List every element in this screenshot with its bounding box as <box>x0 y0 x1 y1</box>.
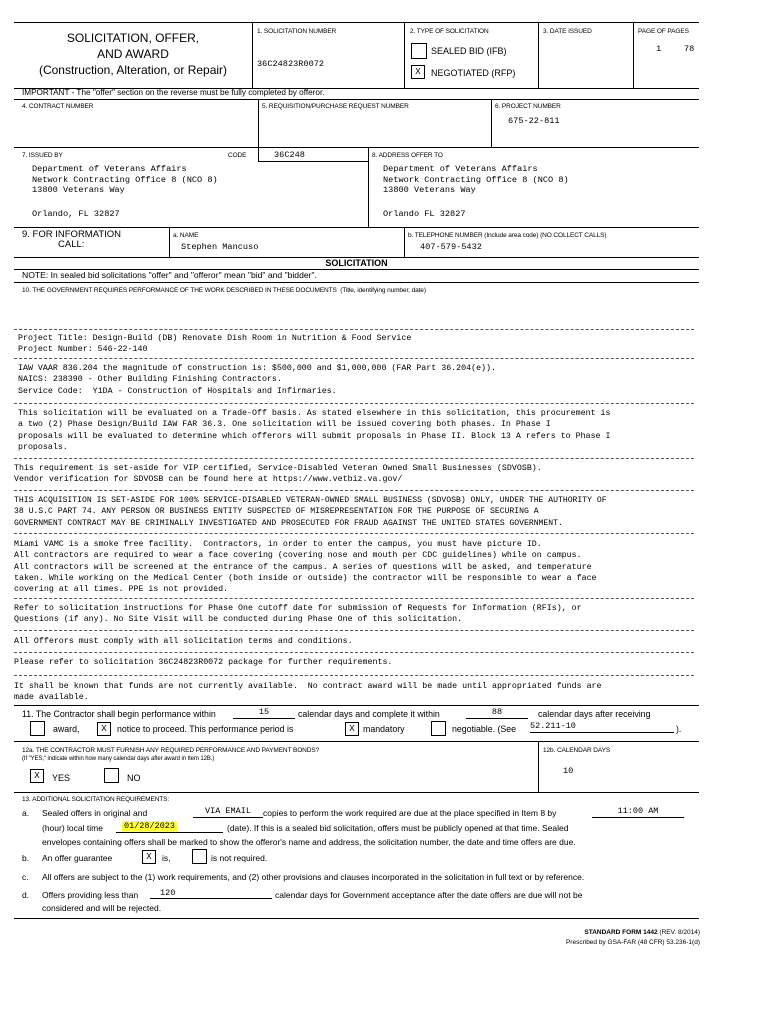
info-phone: 407-579-5432 <box>420 242 482 252</box>
item13a-text5: envelopes containing offers shall be marked to show the offeror's name and address, the solicitation number, the date and time offers are due. <box>42 837 576 847</box>
sdvosb-warning-block: THIS ACQUISITION IS SET-ASIDE FOR 100% SERVICE-DISABLED VETERAN-OWNED SMALL BUSINESS (SDVOSB) ONLY, UNDER THE AUTHORITY OF 38 U.S.C PART 74. ANY PERSON OR BUSINESS ENTITY SUSPECTED OF MISREPRESENTATION FOR THE PURPOSE OF SECURING A GOVERNMENT CONTRACT MAY BE CRIMINALLY INVESTIGATED AND PROSECUTED FOR FRAUD AGAINST THE UNITED STATES GOVERNMENT. <box>14 496 607 528</box>
guarantee-is-label: is, <box>162 853 171 863</box>
issued-code-label: CODE <box>228 152 247 159</box>
page-of-pages-label: PAGE OF PAGES <box>638 28 689 35</box>
item12b-label: 12b. CALENDAR DAYS <box>543 747 611 754</box>
item13a-text1: Sealed offers in original and <box>42 808 148 818</box>
sealed-bid-label: SEALED BID (IFB) <box>431 46 507 56</box>
important-note: IMPORTANT - The "offer" section on the reverse must be fully completed by offeror. <box>22 88 325 97</box>
solicitation-number: 36C24823R0072 <box>257 59 325 69</box>
item13a-text4: (date). If this is a sealed bid solicitation, offers must be publicly opened at that time. Sealed <box>227 823 569 833</box>
notice-to-proceed-checkbox[interactable]: X <box>97 722 111 736</box>
guarantee-is-checkbox[interactable]: X <box>142 850 156 864</box>
project-number-label: 6. PROJECT NUMBER <box>495 103 561 110</box>
notice-label: notice to proceed. This performance period is <box>117 724 294 734</box>
item11-text-a: 11. The Contractor shall begin performance within <box>22 709 216 719</box>
evaluation-block: This solicitation will be evaluated on a Trade-Off basis. As stated elsewhere in this solicitation, this procurement is a two (2) Phase Design/Build IAW FAR 36.3. One solicitation will be issued covering both phases. In Phase I proposals will be evaluated to determine which offerors will submit proposals in Phase II. Block 13 A refers to Phase I proposals. <box>18 409 611 452</box>
item11-text-c: calendar days after receiving <box>538 709 651 719</box>
item11-text-b: calendar days and complete it within <box>298 709 440 719</box>
form-footer <box>566 928 700 948</box>
solicitation-heading: SOLICITATION <box>325 258 388 268</box>
item13-label: 13. ADDITIONAL SOLICITATION REQUIREMENTS: <box>22 796 170 803</box>
package-block: Please refer to solicitation 36C24823R0072 package for further requirements. <box>14 658 393 667</box>
negotiable-checkbox[interactable] <box>431 721 446 736</box>
negotiated-checkbox[interactable]: X <box>411 65 425 79</box>
item13d-text2: calendar days for Government acceptance after the date offers are due will not be <box>275 890 583 900</box>
set-aside-block: This requirement is set-aside for VIP certified, Service-Disabled Veteran Owned Small Businesses (SDVOSB). Vendor verification for SDVOSB can be found here at https://www.vetbiz.va.gov/ <box>14 464 542 485</box>
prescribed-by: Prescribed by GSA-FAR (48 CFR) 53.236-1(d) <box>565 939 700 946</box>
funds-block: It shall be known that funds are not currently available. No contract award will be made until appropriated funds are made available. <box>14 682 602 703</box>
bonds-yes-label: YES <box>52 773 71 783</box>
address-offer-label: 8. ADDRESS OFFER TO <box>372 152 443 159</box>
rfi-block: Refer to solicitation instructions for Phase One cutoff date for submission of Requests for Information (RFIs), or Questions (if any). No Site Visit will be conducted during Phase One of this solicitation. <box>14 604 582 625</box>
item13d-text1: Offers providing less than <box>42 890 139 900</box>
facility-rules-block: Miami VAMC is a smoke free facility. Contractors, in order to enter the campus, you must have picture ID. All contractors are required to wear a face covering (covering nose and mouth per CDC guidelines) while on campus. All contractors will be screened at the entrance of the campus. A series of questions will be asked, and temperature taken. While working on the Medical Center (both inside or outside) the contractor will be responsible to wear a face covering at all times. PPE is not provided. <box>14 540 597 595</box>
form-rev: (REV. 8/2014) <box>659 929 700 936</box>
address-offer-to: Department of Veterans Affairs Network Contracting Office 8 (NCO 8) 13800 Veterans Way Orlando FL 32827 <box>383 164 569 219</box>
negotiated-label: NEGOTIATED (RFP) <box>431 68 516 78</box>
solicitation-note: NOTE: In sealed bid solicitations "offer" and "offeror" mean "bid" and "bidder". <box>22 270 317 280</box>
magnitude-block: IAW VAAR 836.204 the magnitude of construction is: $500,000 and $1,000,000 (FAR Part 36.204(e)). NAICS: 238390 - Other Building Finishing Contractors. Service Code: Y1DA - Construction of Hospitals and Infirmaries. <box>18 364 496 396</box>
requisition-label: 5. REQUISITION/PURCHASE REQUEST NUMBER <box>262 103 409 110</box>
item13a-text3: (hour) local time <box>42 823 103 833</box>
page-count: 78 <box>684 44 695 54</box>
copies-field: VIA EMAIL <box>193 806 263 818</box>
solicitation-type-label: 2. TYPE OF SOLICITATION <box>410 28 489 35</box>
solicitation-number-label: 1. SOLICITATION NUMBER <box>257 28 337 35</box>
page-number: 1 <box>656 44 662 54</box>
issued-by-label: 7. ISSUED BY <box>22 152 63 159</box>
days-complete: 88 <box>466 707 528 719</box>
mandatory-checkbox[interactable]: X <box>345 722 359 736</box>
due-date: 01/28/2023 <box>116 821 223 833</box>
info-call-label: 9. FOR INFORMATION CALL: <box>22 229 122 250</box>
contract-number-label: 4. CONTRACT NUMBER <box>22 103 94 110</box>
item10-label: 10. THE GOVERNMENT REQUIRES PERFORMANCE OF THE WORK DESCRIBED IN THESE DOCUMENTS (Title, identifying number, date) <box>22 287 426 294</box>
info-name: Stephen Mancuso <box>181 242 259 252</box>
form-title: SOLICITATION, OFFER, AND AWARD (Construction, Alteration, or Repair) <box>38 31 228 77</box>
item13d-text3: considered and will be rejected. <box>42 903 162 913</box>
bonds-yes-checkbox[interactable]: X <box>30 769 44 783</box>
info-phone-label: b. TELEPHONE NUMBER (Include area code) (NO COLLECT CALLS) <box>408 232 607 239</box>
form-name: STANDARD FORM 1442 <box>584 929 658 936</box>
award-checkbox[interactable] <box>30 721 45 736</box>
sealed-bid-checkbox[interactable] <box>411 43 427 59</box>
date-issued-label: 3. DATE ISSUED <box>543 28 592 35</box>
calendar-days: 10 <box>563 766 574 776</box>
see-reference: 52.211-10 <box>530 721 674 733</box>
item13b-text1: An offer guarantee <box>42 853 113 863</box>
info-name-label: a. NAME <box>173 232 199 239</box>
item13a-text2: copies to perform the work required are due at the place specified in Item 8 by <box>263 808 557 818</box>
due-time: 11:00 AM <box>592 806 684 818</box>
bonds-no-label: NO <box>127 773 141 783</box>
item12a-label: 12a. THE CONTRACTOR MUST FURNISH ANY REQUIRED PERFORMANCE AND PAYMENT BONDS? <box>22 747 320 754</box>
award-label: award, <box>53 724 80 734</box>
guarantee-is-not-label: is not required. <box>211 853 268 863</box>
days-begin: 15 <box>233 707 295 719</box>
issued-by-address: Department of Veterans Affairs Network Contracting Office 8 (NCO 8) 13800 Veterans Way Orlando, FL 32827 <box>32 164 218 219</box>
bonds-no-checkbox[interactable] <box>104 768 119 783</box>
item11-close: ). <box>676 724 682 734</box>
project-title-block: Project Title: Design-Build (DB) Renovate Dish Room in Nutrition & Food Service Project Number: 546-22-140 <box>18 334 412 355</box>
comply-block: All Offerors must comply with all solicitation terms and conditions. <box>14 637 353 646</box>
guarantee-is-not-checkbox[interactable] <box>192 849 207 864</box>
mandatory-label: mandatory <box>363 724 405 734</box>
negotiable-label: negotiable. (See <box>452 724 517 734</box>
acceptance-days: 120 <box>150 888 272 899</box>
project-number: 675-22-811 <box>508 116 560 126</box>
issued-code: 36C248 <box>274 150 305 160</box>
item12a-sub: (If "YES," indicate within how many calendar days after award in Item 12B.) <box>22 756 215 762</box>
item13c-text: All offers are subject to the (1) work requirements, and (2) other provisions and clauses incorporated in the solicitation in full text or by reference. <box>42 872 585 882</box>
